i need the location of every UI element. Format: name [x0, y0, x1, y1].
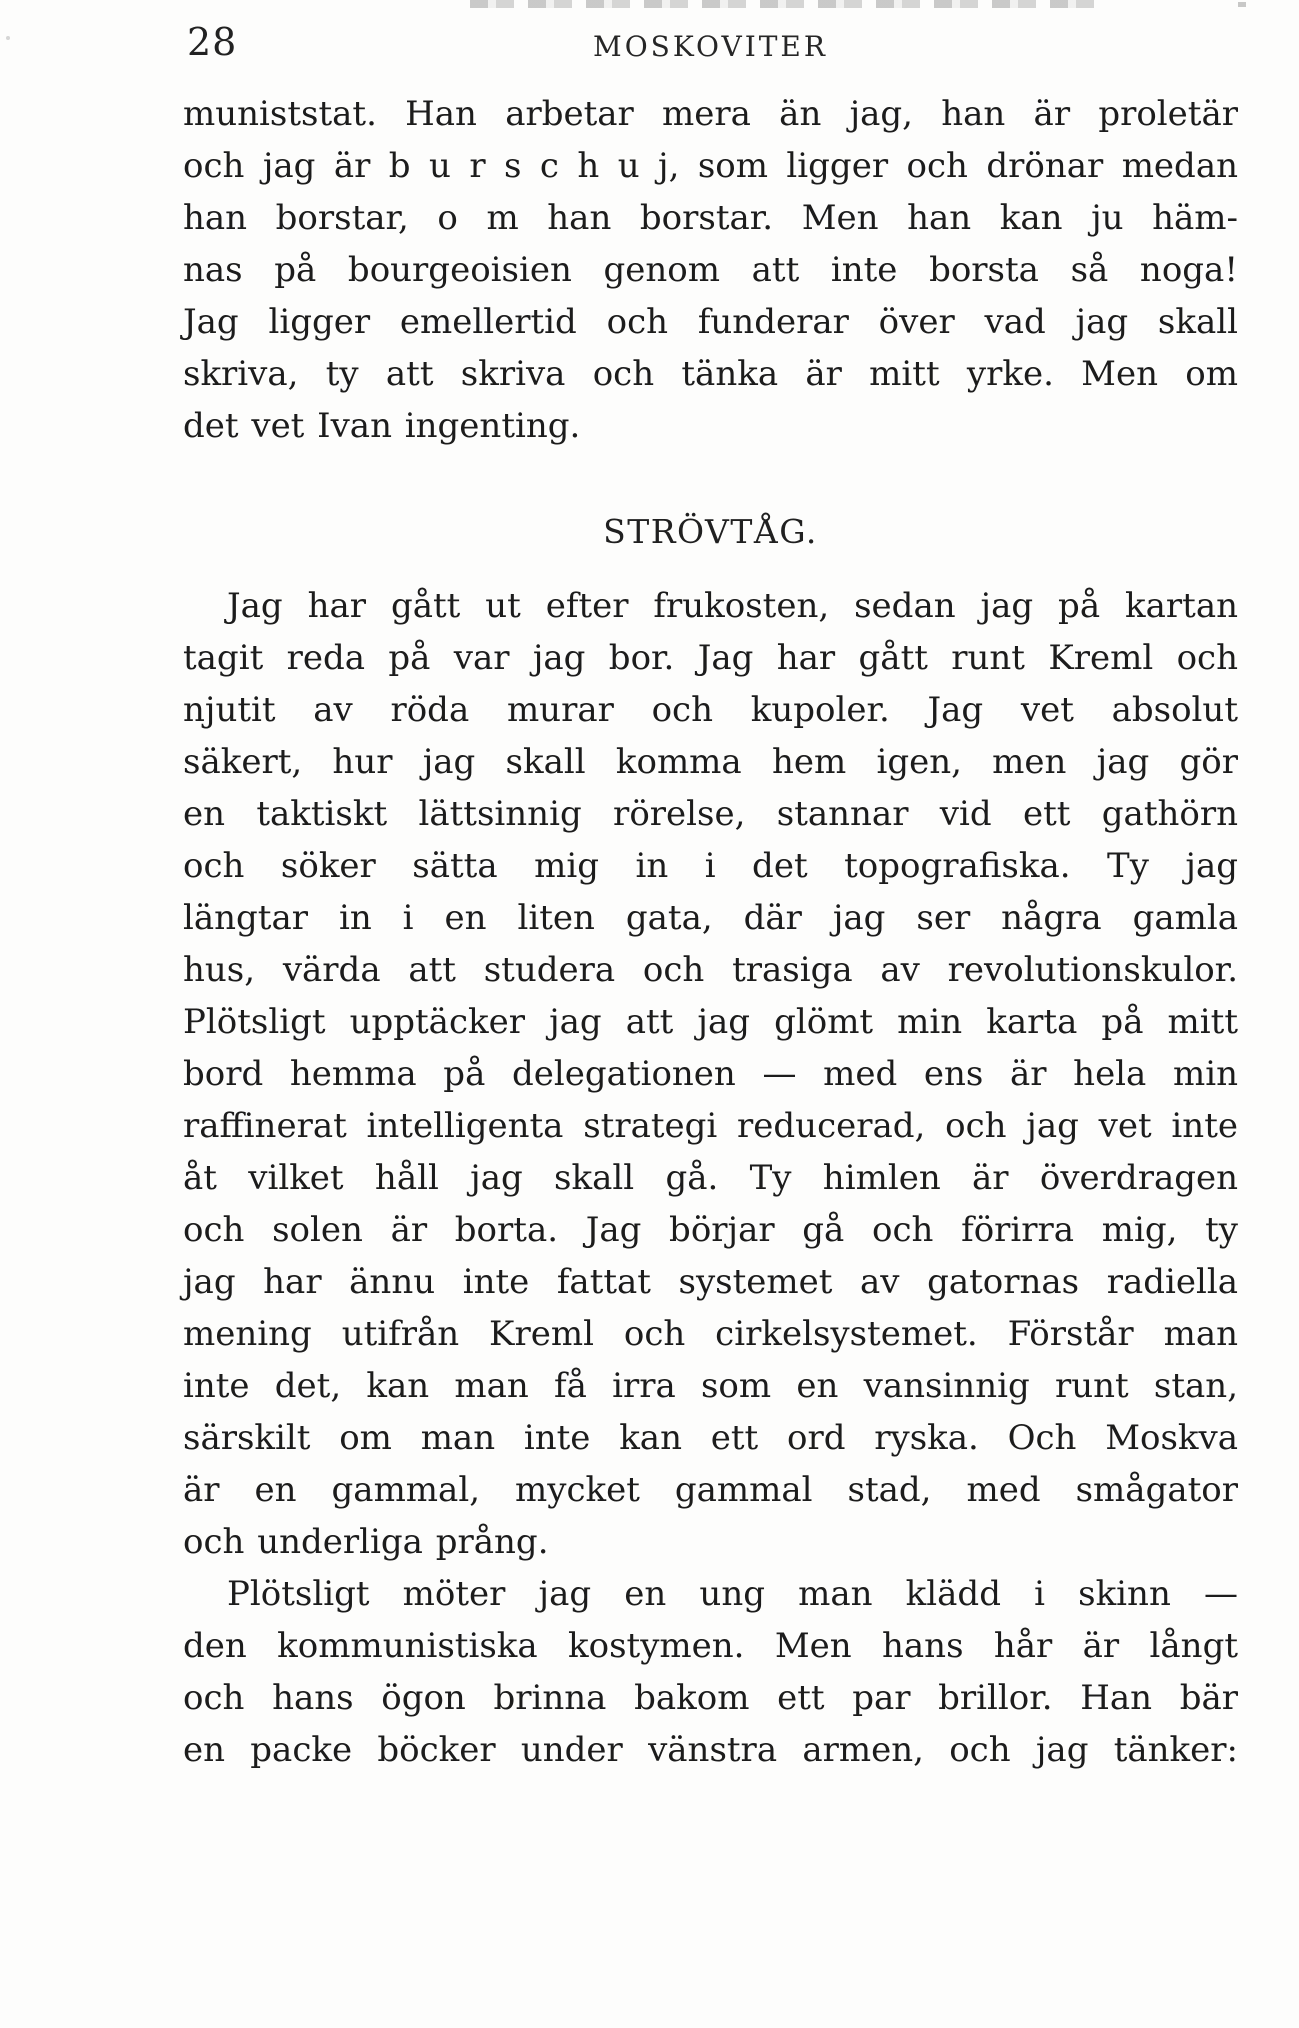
- scan-artifact-speck: [1238, 2, 1246, 7]
- text-line: njutit av röda murar och kupoler. Jag vet absolut: [183, 690, 1238, 730]
- text-line: en taktiskt lättsinnig rörelse, stannar vid ett gathörn: [183, 794, 1238, 834]
- text-line: säkert, hur jag skall komma hem igen, men jag gör: [183, 742, 1238, 782]
- paragraph: [183, 1568, 1238, 1776]
- paragraph: [183, 580, 1238, 1568]
- text-line: Jag ligger emellertid och funderar över vad jag skall: [183, 302, 1238, 342]
- page-header: [183, 22, 1238, 70]
- text-line: jag har ännu inte fattat systemet av gatornas radiella: [183, 1262, 1238, 1302]
- text-line: är en gammal, mycket gammal stad, med smågator: [183, 1470, 1238, 1510]
- text-line: tagit reda på var jag bor. Jag har gått runt Kreml och: [183, 638, 1238, 678]
- text-line: en packe böcker under vänstra armen, och jag tänker:: [183, 1730, 1238, 1770]
- text-line: åt vilket håll jag skall gå. Ty himlen är överdragen: [183, 1158, 1238, 1198]
- text-line: och hans ögon brinna bakom ett par brillor. Han bär: [183, 1678, 1238, 1718]
- text-line: och solen är borta. Jag börjar gå och förirra mig, ty: [183, 1210, 1238, 1250]
- text-line: det vet Ivan ingenting.: [183, 406, 581, 446]
- text-line: längtar in i en liten gata, där jag ser några gamla: [183, 898, 1238, 938]
- text-line: Plötsligt upptäcker jag att jag glömt min karta på mitt: [183, 1002, 1238, 1042]
- text-line: muniststat. Han arbetar mera än jag, han är proletär: [183, 94, 1238, 134]
- running-header-title: MOSKOVITER: [593, 30, 828, 63]
- scan-artifact-top-edge: [470, 0, 1100, 8]
- section-heading: STRÖVTÅG.: [603, 512, 818, 551]
- text-line: hus, värda att studera och trasiga av revolutionskulor.: [183, 950, 1238, 990]
- text-line: mening utifrån Kreml och cirkelsystemet. Förstår man: [183, 1314, 1238, 1354]
- text-line: och jag är b u r s c h u j, som ligger och drönar medan: [183, 146, 1238, 186]
- text-line: den kommunistiska kostymen. Men hans hår är långt: [183, 1626, 1238, 1666]
- text-line: Jag har gått ut efter frukosten, sedan jag på kartan: [227, 586, 1238, 626]
- page-number: 28: [187, 20, 238, 64]
- scan-artifact-speck: [6, 36, 10, 40]
- text-line: och underliga prång.: [183, 1522, 549, 1562]
- text-line: raffinerat intelligenta strategi reducerad, och jag vet inte: [183, 1106, 1238, 1146]
- text-line: och söker sätta mig in i det topografiska. Ty jag: [183, 846, 1238, 886]
- text-line: skriva, ty att skriva och tänka är mitt yrke. Men om: [183, 354, 1238, 394]
- text-line: Plötsligt möter jag en ung man klädd i skinn —: [227, 1574, 1238, 1614]
- text-line: nas på bourgeoisien genom att inte borsta så noga!: [183, 250, 1238, 290]
- text-block: [183, 88, 1238, 1776]
- text-line: inte det, kan man få irra som en vansinnig runt stan,: [183, 1366, 1238, 1406]
- text-line: bord hemma på delegationen — med ens är hela min: [183, 1054, 1238, 1094]
- text-line: han borstar, o m han borstar. Men han kan ju häm-: [183, 198, 1238, 238]
- text-line: särskilt om man inte kan ett ord ryska. Och Moskva: [183, 1418, 1238, 1458]
- paragraph-continuation: [183, 88, 1238, 452]
